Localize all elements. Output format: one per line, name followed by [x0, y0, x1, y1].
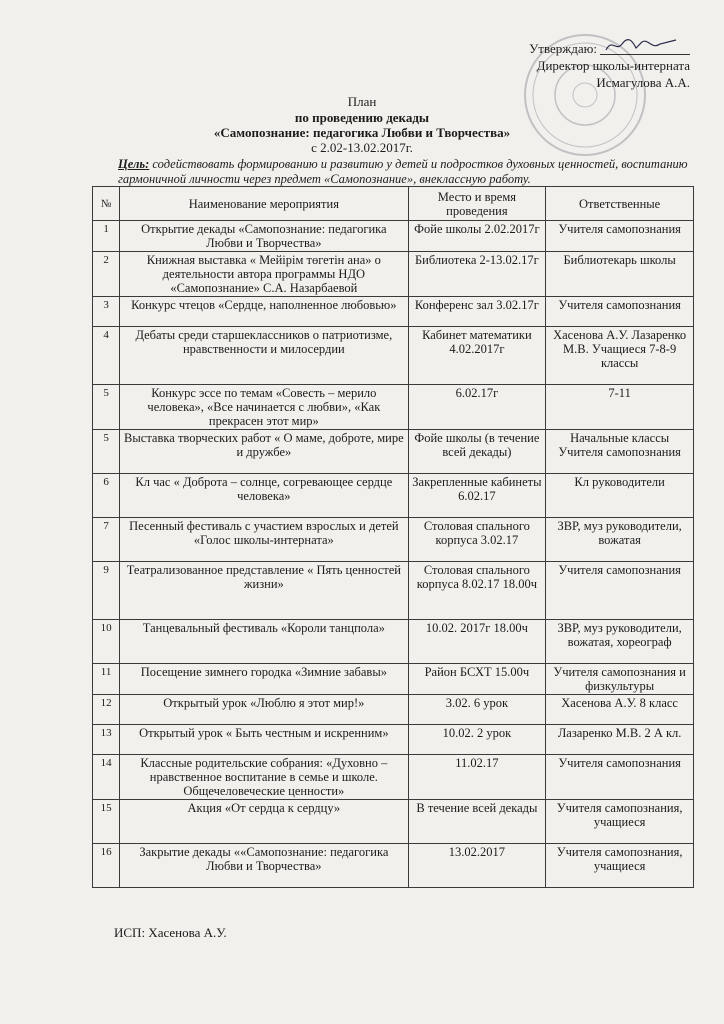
row-num: 6	[93, 474, 120, 518]
header-place: Место и время проведения	[408, 187, 546, 221]
table-row	[93, 844, 694, 888]
row-place: Столовая спального корпуса 8.02.17 18.00ч	[408, 562, 546, 620]
row-responsible: Учителя самопознания, учащиеся	[546, 844, 694, 888]
approval-block	[500, 40, 690, 91]
row-place: 13.02.2017	[408, 844, 546, 888]
row-place: В течение всей декады	[408, 800, 546, 844]
table-row	[93, 518, 694, 562]
row-num: 2	[93, 252, 120, 297]
signature	[600, 42, 690, 55]
row-place: 10.02. 2017г 18.00ч	[408, 620, 546, 664]
row-event: Акция «От сердца к сердцу»	[120, 800, 408, 844]
goal-label: Цель:	[118, 157, 150, 171]
row-responsible: Учителя самопознания	[546, 755, 694, 800]
row-place: 10.02. 2 урок	[408, 725, 546, 755]
row-num: 5	[93, 430, 120, 474]
table-row	[93, 725, 694, 755]
row-event: Конкурс эссе по темам «Совесть – мерило человека», «Все начинается с любви», «Как прекрасен этот мир»	[120, 385, 408, 430]
row-place: Кабинет математики 4.02.2017г	[408, 327, 546, 385]
row-event: Открытый урок «Люблю я этот мир!»	[120, 695, 408, 725]
row-place: Конференс зал 3.02.17г	[408, 297, 546, 327]
row-responsible: Учителя самопознания и физкультуры	[546, 664, 694, 695]
row-responsible: Хасенова А.У. 8 класс	[546, 695, 694, 725]
row-event: Дебаты среди старшеклассников о патриотизме, нравственности и милосердии	[120, 327, 408, 385]
title-dates: с 2.02-13.02.2017г.	[311, 140, 413, 155]
table-row	[93, 755, 694, 800]
row-responsible: Лазаренко М.В. 2 А кл.	[546, 725, 694, 755]
goal-text: содействовать формированию и развитию у детей и подростков духовных ценностей, воспитанию гармоничной личности через предмет «Самопознание», внеклассную работу.	[118, 157, 688, 186]
row-responsible: Начальные классы Учителя самопознания	[546, 430, 694, 474]
row-place: Столовая спального корпуса 3.02.17	[408, 518, 546, 562]
row-event: Песенный фестиваль с участием взрослых и детей «Голос школы-интерната»	[120, 518, 408, 562]
row-event: Театрализованное представление « Пять ценностей жизни»	[120, 562, 408, 620]
row-event: Открытие декады «Самопознание: педагогика Любви и Творчества»	[120, 221, 408, 252]
row-num: 12	[93, 695, 120, 725]
approve-label: Утверждаю:	[529, 41, 597, 56]
row-event: Танцевальный фестиваль «Короли танцпола»	[120, 620, 408, 664]
header-responsible: Ответственные	[546, 187, 694, 221]
goal-paragraph	[118, 157, 688, 187]
row-num: 16	[93, 844, 120, 888]
row-event: Кл час « Доброта – солнце, согревающее сердце человека»	[120, 474, 408, 518]
table-row	[93, 695, 694, 725]
row-responsible: ЗВР, муз руководители, вожатая, хореограф	[546, 620, 694, 664]
row-place: Фойе школы (в течение всей декады)	[408, 430, 546, 474]
row-event: Книжная выставка « Мейірім төгетін ана» о деятельности автора программы НДО «Самопознание» С.А. Назарбаевой	[120, 252, 408, 297]
row-num: 3	[93, 297, 120, 327]
row-place: 3.02. 6 урок	[408, 695, 546, 725]
title-line-2: по проведению декады	[294, 110, 430, 125]
row-place: 11.02.17	[408, 755, 546, 800]
row-num: 10	[93, 620, 120, 664]
title-line-1: План	[347, 94, 377, 109]
row-responsible: ЗВР, муз руководители, вожатая	[546, 518, 694, 562]
row-place: 6.02.17г	[408, 385, 546, 430]
director-name: Исмагулова А.А.	[596, 75, 690, 90]
row-responsible: Хасенова А.У. Лазаренко М.В. Учащиеся 7-8-9 классы	[546, 327, 694, 385]
table-row	[93, 474, 694, 518]
row-event: Закрытие декады ««Самопознание: педагогика Любви и Творчества»	[120, 844, 408, 888]
row-num: 15	[93, 800, 120, 844]
table-row	[93, 385, 694, 430]
row-place: Библиотека 2-13.02.17г	[408, 252, 546, 297]
row-responsible: Кл руководители	[546, 474, 694, 518]
row-event: Посещение зимнего городка «Зимние забавы»	[120, 664, 408, 695]
table-header-row	[93, 187, 694, 221]
title-line-3: «Самопознание: педагогика Любви и Творчества»	[213, 125, 511, 140]
row-num: 13	[93, 725, 120, 755]
director-position: Директор школы-интерната	[536, 58, 690, 73]
executor-note: ИСП: Хасенова А.У.	[114, 925, 227, 940]
table-row	[93, 252, 694, 297]
header-num: №	[93, 187, 120, 221]
row-responsible: Учителя самопознания	[546, 221, 694, 252]
row-num: 9	[93, 562, 120, 620]
row-event: Классные родительские собрания: «Духовно – нравственное воспитание в семье и школе. Общечеловеческие ценности»	[120, 755, 408, 800]
row-responsible: 7-11	[546, 385, 694, 430]
header-event: Наименование мероприятия	[120, 187, 408, 221]
row-num: 11	[93, 664, 120, 695]
table-row	[93, 327, 694, 385]
row-num: 14	[93, 755, 120, 800]
row-responsible: Учителя самопознания, учащиеся	[546, 800, 694, 844]
row-responsible: Учителя самопознания	[546, 297, 694, 327]
table-row	[93, 664, 694, 695]
table-row	[93, 800, 694, 844]
table-row	[93, 620, 694, 664]
table-row	[93, 297, 694, 327]
table-row	[93, 430, 694, 474]
row-num: 7	[93, 518, 120, 562]
row-responsible: Библиотекарь школы	[546, 252, 694, 297]
row-place: Район БСХТ 15.00ч	[408, 664, 546, 695]
event-plan-table	[92, 186, 694, 888]
row-num: 5	[93, 385, 120, 430]
row-event: Открытый урок « Быть честным и искренним»	[120, 725, 408, 755]
row-num: 4	[93, 327, 120, 385]
row-event: Выставка творческих работ « О маме, доброте, мире и дружбе»	[120, 430, 408, 474]
row-place: Закрепленные кабинеты 6.02.17	[408, 474, 546, 518]
row-responsible: Учителя самопознания	[546, 562, 694, 620]
row-num: 1	[93, 221, 120, 252]
row-place: Фойе школы 2.02.2017г	[408, 221, 546, 252]
row-event: Конкурс чтецов «Сердце, наполненное любовью»	[120, 297, 408, 327]
table-row	[93, 562, 694, 620]
table-row	[93, 221, 694, 252]
